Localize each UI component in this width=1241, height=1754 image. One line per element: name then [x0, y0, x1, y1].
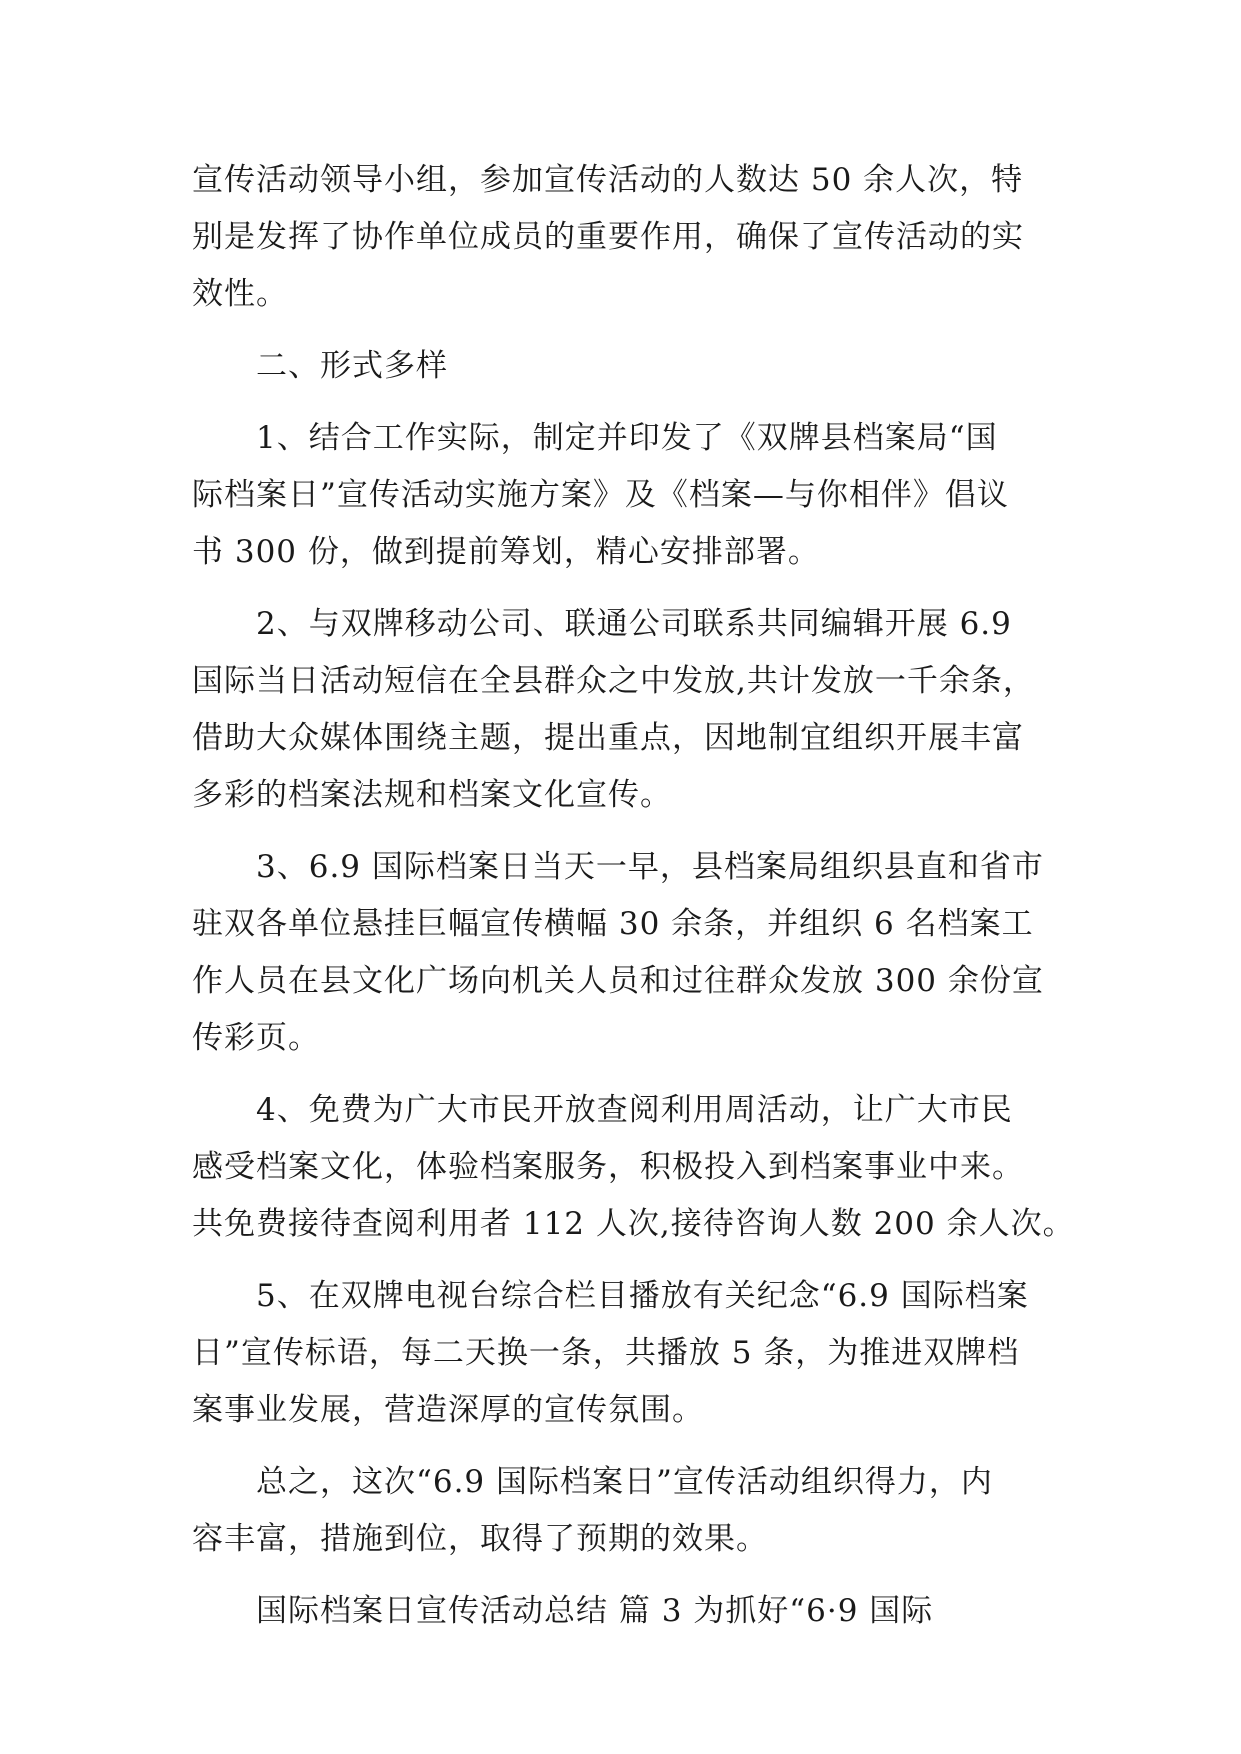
text-line: 际档案日”宣传活动实施方案》及《档案—与你相伴》倡议 — [192, 477, 1009, 513]
text-line: 总之，这次“6.9 国际档案日”宣传活动组织得力，内 — [256, 1464, 993, 1500]
text-line: 别是发挥了协作单位成员的重要作用，确保了宣传活动的实 — [192, 219, 1024, 255]
text-line: 宣传活动领导小组，参加宣传活动的人数达 50 余人次，特 — [192, 162, 1024, 198]
text-line: 5、在双牌电视台综合栏目播放有关纪念“6.9 国际档案 — [256, 1278, 1029, 1314]
text-line: 多彩的档案法规和档案文化宣传。 — [192, 777, 672, 813]
text-line: 容丰富，措施到位，取得了预期的效果。 — [192, 1521, 768, 1557]
text-line: 驻双各单位悬挂巨幅宣传横幅 30 余条，并组织 6 名档案工 — [192, 906, 1034, 942]
text-line: 共免费接待查阅利用者 112 人次,接待咨询人数 200 余人次。 — [192, 1206, 1075, 1242]
text-line: 4、免费为广大市民开放查阅利用周活动，让广大市民 — [256, 1092, 1013, 1128]
text-line: 国际当日活动短信在全县群众之中发放,共计发放一千余条， — [192, 663, 1035, 699]
text-line: 传彩页。 — [192, 1020, 320, 1056]
text-line: 案事业发展，营造深厚的宣传氛围。 — [192, 1392, 704, 1428]
text-line: 借助大众媒体围绕主题，提出重点，因地制宜组织开展丰富 — [192, 720, 1024, 756]
text-line: 作人员在县文化广场向机关人员和过往群众发放 300 余份宣 — [192, 963, 1044, 999]
text-line: 效性。 — [192, 276, 288, 312]
text-line: 2、与双牌移动公司、联通公司联系共同编辑开展 6.9 — [256, 606, 1012, 642]
text-line: 1、结合工作实际，制定并印发了《双牌县档案局“国 — [256, 420, 998, 456]
text-line: 书 300 份，做到提前筹划，精心安排部署。 — [192, 534, 820, 570]
section-heading: 二、形式多样 — [256, 348, 448, 384]
text-line: 日”宣传标语，每二天换一条，共播放 5 条，为推进双牌档 — [192, 1335, 1020, 1371]
text-line: 3、6.9 国际档案日当天一早，县档案局组织县直和省市 — [256, 849, 1044, 885]
text-line: 国际档案日宣传活动总结 篇 3 为抓好“6·9 国际 — [256, 1593, 934, 1629]
text-line: 感受档案文化，体验档案服务，积极投入到档案事业中来。 — [192, 1149, 1024, 1185]
